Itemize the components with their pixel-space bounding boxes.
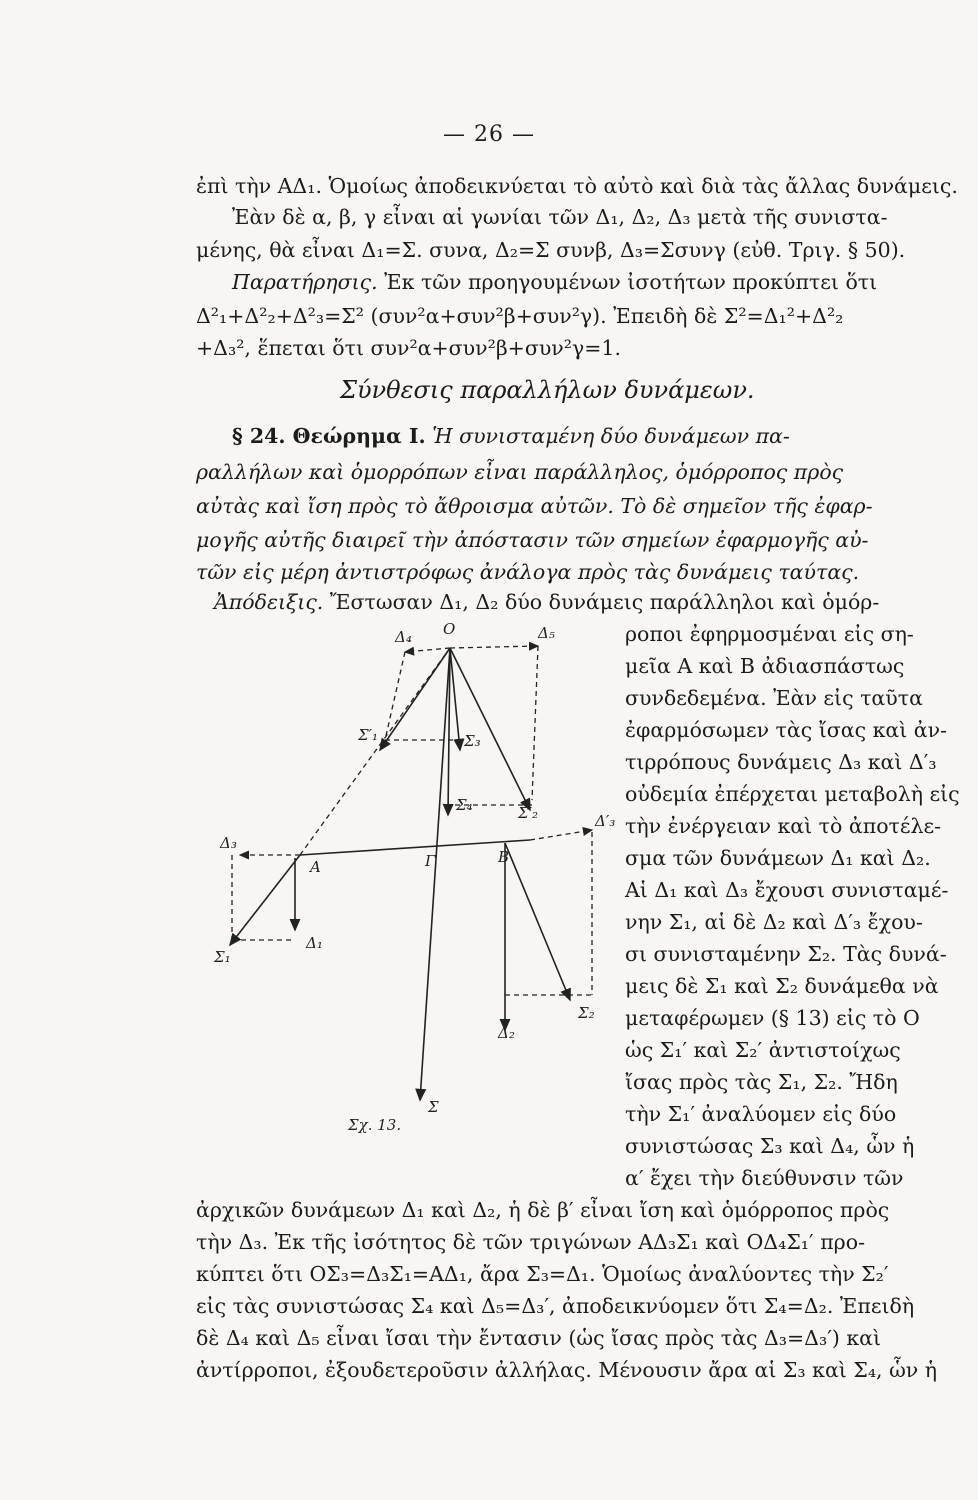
label-d2: Δ₂ xyxy=(498,1024,515,1042)
side-line-9: Αἱ Δ₁ καὶ Δ₃ ἔχουσι συνισταμέ- xyxy=(625,878,949,902)
full-line-6: ἀντίρροποι, ἐξουδετεροῦσιν ἀλλήλας. Μένουσιν ἄρα αἱ Σ₃ καὶ Σ₄, ὧν ἡ xyxy=(196,1358,938,1382)
side-line-18: α′ ἔχει τὴν διεύθυνσιν τῶν xyxy=(625,1166,904,1190)
side-line-13: μεταφέρωμεν (§ 13) εἰς τὸ Ο xyxy=(625,1006,920,1030)
force-s2p-arrow xyxy=(450,648,530,810)
resultant-sigma-arrow xyxy=(420,648,450,1100)
theorem-line-2: ραλλήλων καὶ ὁμορρόπων εἶναι παράλληλος, ὁμόρροπος πρὸς xyxy=(196,460,844,484)
full-line-1: ἀρχικῶν δυνάμεων Δ₁ καὶ Δ₂, ἡ δὲ β′ εἶναι ἴση καὶ ὁμόρροπος πρὸς xyxy=(196,1198,890,1222)
upper-construction-right xyxy=(532,646,538,800)
theorem-text-1: Ἡ συνισταμένη δύο δυνάμεων πα- xyxy=(432,424,790,448)
label-a: A xyxy=(310,858,321,876)
label-s1: Σ₁ xyxy=(214,948,231,966)
label-sigma: Σ xyxy=(428,1098,439,1116)
label-s2: Σ₂ xyxy=(578,1004,595,1022)
theorem-number: § 24. Θεώρημα I. xyxy=(232,424,426,448)
full-line-5: δὲ Δ₄ καὶ Δ₅ εἶναι ἴσαι τὴν ἔντασιν (ὡς ἴσας πρὸς τὰς Δ₃=Δ₃′) καὶ xyxy=(196,1326,882,1350)
label-s2p: Σ′₂ xyxy=(518,804,539,822)
theorem-line-5: τῶν εἰς μέρη ἀντιστρόφως ἀνάλογα πρὸς τὰς δυνάμεις ταύτας. xyxy=(196,560,860,584)
side-line-2: μεῖα Α καὶ Β ἀδιασπάστως xyxy=(625,654,905,678)
force-d5-arrow xyxy=(450,646,538,648)
remark-line-3: +Δ₃², ἕπεται ὅτι συν²α+συν²β+συν²γ=1. xyxy=(196,336,621,360)
label-d1: Δ₁ xyxy=(306,934,323,952)
remark-line-1: Ἐκ τῶν προηγουμένων ἰσοτήτων προκύπτει ὅτι xyxy=(377,270,878,294)
proof-label: Ἀπόδειξις. xyxy=(214,590,324,614)
label-d3: Δ₃ xyxy=(220,834,237,852)
side-line-8: σμα τῶν δυνάμεων Δ₁ καὶ Δ₂. xyxy=(625,846,931,870)
full-line-2: τὴν Δ₃. Ἐκ τῆς ἰσότητος δὲ τῶν τριγώνων ΑΔ₃Σ₁ καὶ ΟΔ₄Σ₁′ προ- xyxy=(196,1230,865,1254)
label-d4: Δ₄ xyxy=(395,628,412,646)
force-diagram-figure xyxy=(200,600,620,1160)
text-line-2: Ἐὰν δὲ α, β, γ εἶναι αἱ γωνίαι τῶν Δ₁, Δ₂, Δ₃ μετὰ τῆς συνιστα- xyxy=(232,205,888,229)
proof-first-text: Ἔστωσαν Δ₁, Δ₂ δύο δυνάμεις παράλληλοι καὶ ὁμόρ- xyxy=(323,590,880,614)
force-s3-arrow xyxy=(450,648,460,750)
rod-line xyxy=(300,840,530,855)
side-line-15: ἴσας πρὸς τὰς Σ₁, Σ₂. Ἤδη xyxy=(625,1070,898,1094)
side-line-17: συνιστώσας Σ₃ καὶ Δ₄, ὧν ἡ xyxy=(625,1134,915,1158)
section-title: Σύνθεσις παραλλήλων δυνάμεων. xyxy=(340,376,755,404)
side-line-4: ἐφαρμόσωμεν τὰς ἴσας καὶ ἀν- xyxy=(625,718,948,742)
text-line-3: μένης, θὰ εἶναι Δ₁=Σ. συνα, Δ₂=Σ συνβ, Δ₃=Σσυνγ (εὐθ. Τριγ. § 50). xyxy=(196,238,906,262)
label-s3: Σ₃ xyxy=(464,732,481,750)
side-line-16: τὴν Σ₁′ ἀναλύομεν εἰς δύο xyxy=(625,1102,897,1126)
force-d3p-arrow xyxy=(530,830,592,840)
remark-line-2: Δ²₁+Δ²₂+Δ²₃=Σ² (συν²α+συν²β+συν²γ). Ἐπειδὴ δὲ Σ²=Δ₁²+Δ²₂ xyxy=(196,304,844,328)
side-line-12: μεις δὲ Σ₁ καὶ Σ₂ δυνάμεθα νὰ xyxy=(625,974,939,998)
side-line-6: οὐδεμία ἐπέρχεται μεταβολὴ εἰς xyxy=(625,782,960,806)
full-line-4: εἰς τὰς συνιστώσας Σ₄ καὶ Δ₅=Δ₃′, ἀποδεικνύομεν ὅτι Σ₄=Δ₂. Ἐπειδὴ xyxy=(196,1294,915,1318)
side-line-1: ροποι ἐφηρμοσμέναι εἰς ση- xyxy=(625,622,914,646)
figure-caption: Σχ. 13. xyxy=(348,1116,402,1134)
theorem-line-4: μογῆς αὐτῆς διαιρεῖ τὴν ἀπόστασιν τῶν σημείων ἐφαρμογῆς αὐ- xyxy=(196,528,869,552)
remark-paragraph xyxy=(232,272,877,293)
force-d4-arrow xyxy=(405,648,450,652)
side-line-5: τιρρόπους δυνάμεις Δ₃ καὶ Δ′₃ xyxy=(625,750,937,774)
theorem-line-1 xyxy=(232,426,790,447)
side-line-7: τὴν ἐνέργειαν καὶ τὸ ἀποτέλε- xyxy=(625,814,942,838)
page-number: — 26 — xyxy=(443,122,535,147)
side-line-11: σι συνισταμένην Σ₂. Τὰς δυνά- xyxy=(625,942,947,966)
label-d3p: Δ′₃ xyxy=(595,812,616,830)
full-line-3: κύπτει ὅτι ΟΣ₃=Δ₃Σ₁=ΑΔ₁, ἄρα Σ₃=Δ₁. Ὁμοίως ἀναλύοντες τὴν Σ₂′ xyxy=(196,1262,889,1286)
label-d5: Δ₅ xyxy=(538,624,555,642)
theorem-line-3: αὐτὰς καὶ ἴση πρὸς τὸ ἄθροισμα αὐτῶν. Τὸ δὲ σημεῖον τῆς ἐφαρ- xyxy=(196,494,873,518)
label-s1p: Σ′₁ xyxy=(358,726,379,744)
side-line-3: συνδεδεμένα. Ἐὰν εἰς ταῦτα xyxy=(625,686,923,710)
label-s4: Σ₄ xyxy=(456,796,473,814)
remark-label: Παρατήρησις. xyxy=(232,270,378,294)
side-line-14: ὡς Σ₁′ καὶ Σ₂′ ἀντιστοίχως xyxy=(625,1038,901,1062)
label-o: O xyxy=(443,620,456,638)
force-s2-arrow xyxy=(505,843,570,1000)
construction-line-a xyxy=(300,648,450,855)
text-line-1: ἐπὶ τὴν ΑΔ₁. Ὁμοίως ἀποδεικνύεται τὸ αὐτὸ καὶ διὰ τὰς ἄλλας δυνάμεις. xyxy=(196,174,958,198)
side-line-10: νην Σ₁, αἱ δὲ Δ₂ καὶ Δ′₃ ἔχου- xyxy=(625,910,923,934)
label-b: B xyxy=(498,848,510,866)
force-s1-arrow xyxy=(230,855,300,945)
label-g: Γ xyxy=(425,852,436,870)
